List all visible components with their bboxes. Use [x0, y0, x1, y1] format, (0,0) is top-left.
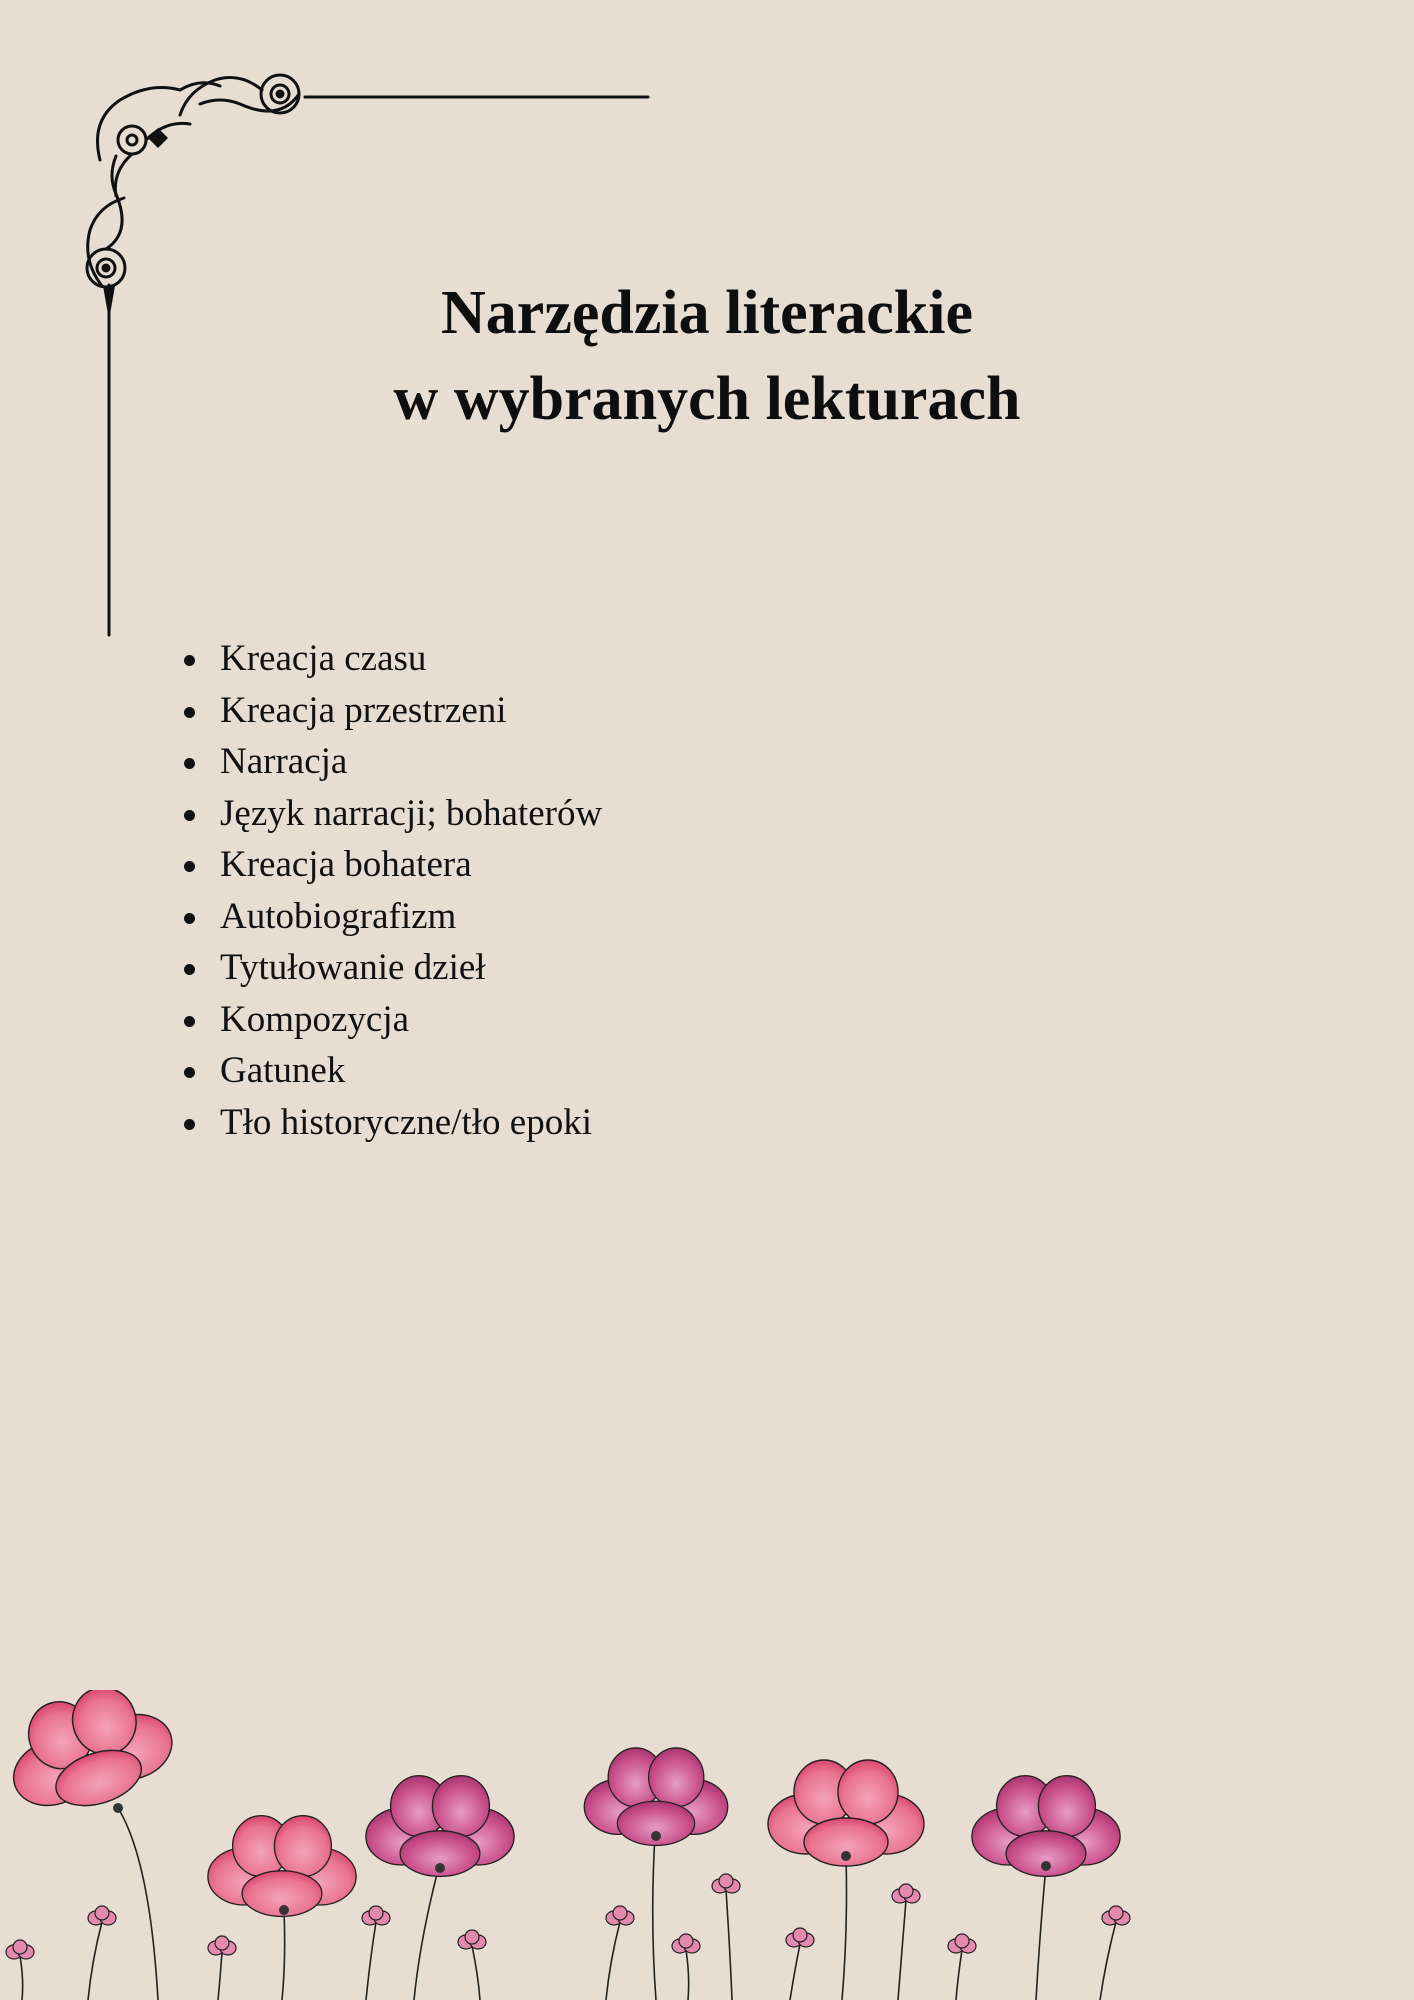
- list-item: Gatunek: [220, 1045, 602, 1097]
- list-item: Narracja: [220, 736, 602, 788]
- page-title: [0, 270, 1414, 442]
- list-item: Język narracji; bohaterów: [220, 788, 602, 840]
- watercolor-flowers-icon: [0, 1690, 1414, 2000]
- title-line-1: Narzędzia literackie: [441, 279, 973, 347]
- list-item: Kreacja przestrzeni: [220, 685, 602, 737]
- list-item: Kreacja czasu: [220, 633, 602, 685]
- title-line-2: w wybranych lekturach: [393, 365, 1021, 433]
- list-item: Autobiografizm: [220, 891, 602, 943]
- list-item: Kreacja bohatera: [220, 839, 602, 891]
- list-item: Tytułowanie dzieł: [220, 942, 602, 994]
- topic-list: [220, 633, 602, 1148]
- list-item: Tło historyczne/tło epoki: [220, 1097, 602, 1149]
- list-item: Kompozycja: [220, 994, 602, 1046]
